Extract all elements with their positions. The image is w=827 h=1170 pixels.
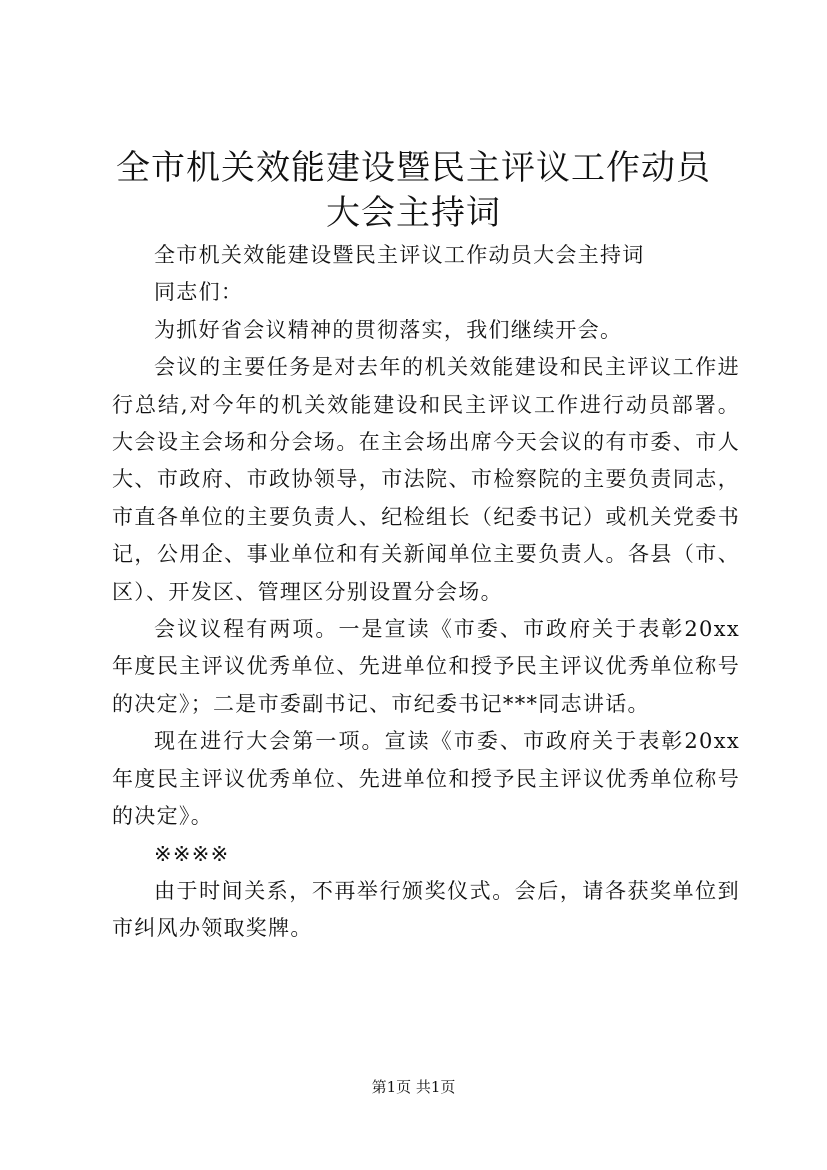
paragraph-opening: 为抓好省会议精神的贯彻落实，我们继续开会。: [154, 317, 623, 342]
paragraph-salutation: 同志们：: [154, 280, 244, 305]
paragraph-first-item: 现在进行大会第一项。宣读《市委、市政府关于表彰20xx年度民主评议优秀单位、先进单位和授予民主评议优秀单位称号的决定》。: [112, 729, 740, 829]
page-footer: 第1页 共1页: [371, 1078, 456, 1096]
paragraph-separator: ※※※※: [154, 841, 230, 866]
document-title: 全市机关效能建设暨民主评议工作动员大会主持词: [116, 148, 711, 233]
paragraph-meeting-task: 会议的主要任务是对去年的机关效能建设和民主评议工作进行总结,对今年的机关效能建设和民主评议工作进行动员部署。大会设主会场和分会场。在主会场出席今天会议的有市委、市人大、市政府、市政协领导，市法院、市检察院的主要负责同志，市直各单位的主要负责人、纪检组长（纪委书记）或机关党委书记，公用企、事业单位和有关新闻单位主要负责人。各县（市、区）、开发区、管理区分别设置分会场。: [112, 355, 740, 604]
paragraph-agenda: 会议议程有两项。一是宣读《市委、市政府关于表彰20xx年度民主评议优秀单位、先进单位和授予民主评议优秀单位称号的决定》；二是市委副书记、市纪委书记***同志讲话。: [112, 617, 740, 716]
paragraph-subtitle: 全市机关效能建设暨民主评议工作动员大会主持词: [154, 243, 645, 267]
paragraph-closing: 由于时间关系，不再举行颁奖仪式。会后，请各获奖单位到市纠风办领取奖牌。: [112, 878, 740, 941]
document-body: [112, 237, 740, 948]
